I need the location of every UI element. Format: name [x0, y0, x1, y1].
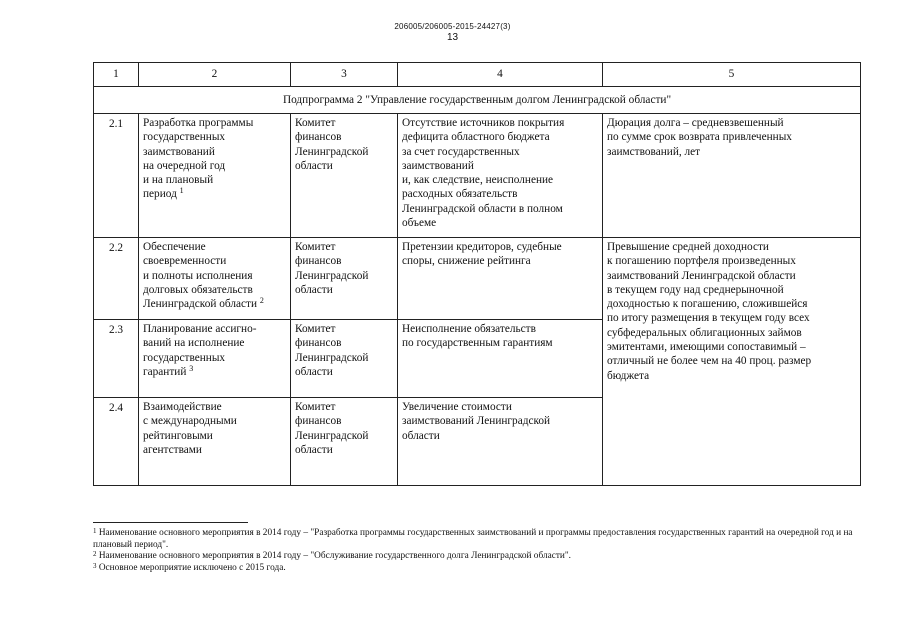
consequences-cell: Претензии кредиторов, судебные споры, снижение рейтинга — [398, 238, 603, 320]
footnote-text: Наименование основного мероприятия в 2014 году – "Разработка программы государственных заимствований и программы предоставления государственных гарантий на очередной год и на плановый период". — [93, 528, 853, 550]
executor-cell: Комитет финансов Ленинградской области — [291, 398, 398, 486]
footnote-mark: 3 — [93, 561, 97, 570]
consequences-cell: Увеличение стоимости заимствований Ленинградской области — [398, 398, 603, 486]
event-cell — [139, 238, 291, 320]
footnotes — [93, 528, 853, 574]
event-text: Планирование ассигно- ваний на исполнение государственных гарантий — [143, 323, 257, 378]
column-header: 1 — [94, 63, 139, 87]
footnote — [93, 528, 853, 551]
executor-cell: Комитет финансов Ленинградской области — [291, 320, 398, 398]
indicator-cell: Превышение средней доходности к погашению портфеля произведенных заимствований Ленинградской области в текущем году над среднерыночной доходностью к погашению, сложившейся по итогу размещения в текущем году всех субфедеральных облигационных займов эмитентами, имеющими сопоставимый – отличный не более чем на 40 проц. размер бюджета — [603, 238, 861, 486]
column-header: 4 — [398, 63, 603, 87]
footnote — [93, 563, 853, 575]
event-cell — [139, 320, 291, 398]
footnote-ref: 1 — [179, 186, 184, 196]
consequences-cell: Отсутствие источников покрытия дефицита областного бюджета за счет государственных заимствований и, как следствие, неисполнение расходных обязательств Ленинградской области в полном объеме — [398, 114, 603, 238]
row-number: 2.1 — [94, 114, 139, 238]
table-row — [94, 114, 861, 238]
document-code: 206005/206005-2015-24427(3) — [394, 22, 511, 31]
footnote-mark: 1 — [93, 527, 97, 535]
column-header: 5 — [603, 63, 861, 87]
subprogram-row — [94, 87, 861, 114]
executor-cell: Комитет финансов Ленинградской области — [291, 114, 398, 238]
indicator-cell: Дюрация долга – средневзвешенный по сумме срок возврата привлеченных заимствований, лет — [603, 114, 861, 238]
footnote-mark: 2 — [93, 550, 97, 559]
column-header: 2 — [139, 63, 291, 87]
event-cell — [139, 114, 291, 238]
consequences-cell: Неисполнение обязательств по государственным гарантиям — [398, 320, 603, 398]
executor-cell: Комитет финансов Ленинградской области — [291, 238, 398, 320]
row-number: 2.2 — [94, 238, 139, 320]
table-row — [94, 238, 861, 320]
footnote-divider — [93, 522, 248, 523]
footnote-ref: 2 — [259, 296, 264, 306]
subprogram-title: Подпрограмма 2 "Управление государственным долгом Ленинградской области" — [94, 87, 861, 114]
measures-table — [93, 62, 861, 486]
row-number: 2.4 — [94, 398, 139, 486]
event-cell: Взаимодействие с международными рейтинговыми агентствами — [139, 398, 291, 486]
column-header: 3 — [291, 63, 398, 87]
row-number: 2.3 — [94, 320, 139, 398]
footnote-text: Наименование основного мероприятия в 2014 году – "Обслуживание государственного долга Ленинградской области". — [98, 551, 572, 562]
footnote-ref: 3 — [189, 363, 194, 373]
page-number: 13 — [446, 32, 459, 43]
column-number-row — [94, 63, 861, 87]
event-text: Разработка программы государственных заимствований на очередной год и на плановый период — [143, 117, 254, 201]
footnote — [93, 551, 853, 563]
event-text: Обеспечение своевременности и полноты исполнения долговых обязательств Ленинградской области — [143, 241, 257, 311]
footnote-text: Основное мероприятие исключено с 2015 года. — [98, 562, 286, 573]
